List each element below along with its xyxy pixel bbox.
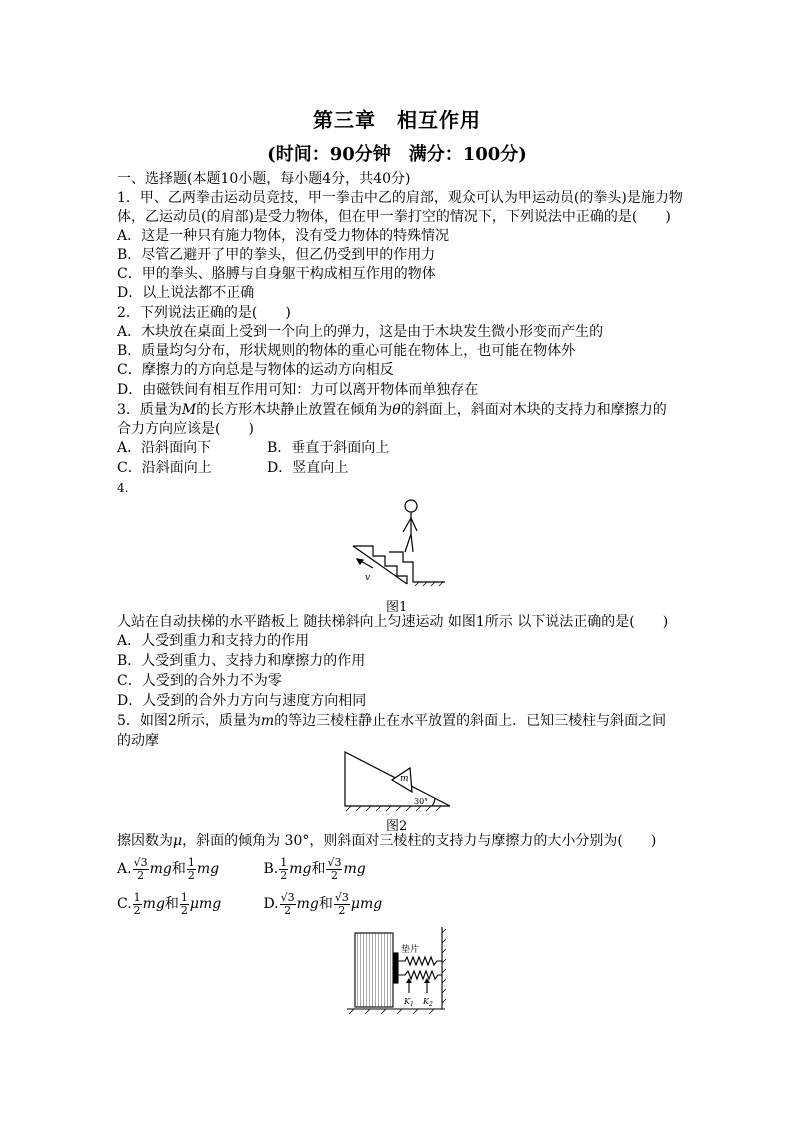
q5-stem-line2: 的动摩 <box>117 733 159 749</box>
figure-2-incline <box>340 748 455 814</box>
figure-3-k2-label: $K_2$ <box>423 997 433 1008</box>
q1-option-a: A．这是一种只有施力物体，没有受力物体的特殊情况 <box>117 228 450 244</box>
q2-option-b: B．质量均匀分布，形状规则的物体的重心可能在物体上，也可能在物体外 <box>117 343 576 359</box>
q4-number: 4. <box>117 481 129 495</box>
figure-2-caption: 图2 <box>386 819 408 834</box>
q3-option-d: D．竖直向上 <box>267 460 349 476</box>
q4-option-a: A．人受到重力和支持力的作用 <box>117 633 310 649</box>
q1-stem-line1: 1．甲、乙两拳击运动员竞技，甲一拳击中乙的肩部，观众可认为甲运动员(的拳头)是施力物 <box>117 190 683 206</box>
figure-1-caption: 图1 <box>386 600 408 615</box>
q2-option-c: C．摩擦力的方向总是与物体的运动方向相反 <box>117 362 394 378</box>
q3-option-c: C．沿斜面向上 <box>117 460 212 476</box>
q1-stem-line2: 体，乙运动员(的肩部)是受力物体，但在甲一拳打空的情况下，下列说法中正确的是( ) <box>117 209 671 225</box>
section-heading: 一、选择题(本题10小题，每小题4分，共40分) <box>117 171 411 187</box>
q5-options-row2 <box>117 890 382 918</box>
q4-option-d: D．人受到的合外力方向与速度方向相同 <box>117 693 367 709</box>
figure-2-mass-label: m <box>400 774 409 784</box>
q4-option-b: B．人受到重力、支持力和摩擦力的作用 <box>117 653 366 669</box>
figure-3-springs <box>345 925 450 1015</box>
chapter-title: 第三章 相互作用 <box>313 108 481 132</box>
q3-option-b: B．垂直于斜面向上 <box>267 440 390 456</box>
q2-option-a: A．木块放在桌面上受到一个向上的弹力，这是由于木块发生微小形变而产生的 <box>117 324 604 340</box>
q5-option-d: D. $\frac{√3}{2}$ mg和 $\frac{√3}{2}$ μmg <box>263 890 383 917</box>
q4-option-c: C．人受到的合外力不为零 <box>117 673 282 689</box>
q1-option-d: D．以上说法都不正确 <box>117 285 255 301</box>
figure-3-pad-label: 垫片 <box>401 945 420 955</box>
figure-1-escalator <box>345 494 450 594</box>
q3-options-row2 <box>117 459 348 478</box>
q5-option-c: C. $\frac{1}{2}$ mg和 $\frac{1}{2}$ μmg <box>117 890 222 917</box>
q3-options-row1 <box>117 439 389 458</box>
q5-stem-line3: 擦因数为μ，斜面的倾角为 30°，则斜面对三棱柱的支持力与摩擦力的大小分别为( ) <box>117 833 657 849</box>
q3-stem-line2: 合力方向应该是( ) <box>117 421 254 437</box>
q2-stem: 2．下列说法正确的是( ) <box>117 305 291 321</box>
q5-options-row1 <box>117 855 366 883</box>
q5-option-a: A. $\frac{√3}{2}$ mg和 $\frac{1}{2}$ mg <box>117 855 220 882</box>
q1-option-c: C．甲的拳头、胳膊与自身躯干构成相互作用的物体 <box>117 266 436 282</box>
exam-subtitle: (时间：90分钟 满分：100分) <box>267 144 527 165</box>
q3-option-a: A．沿斜面向下 <box>117 440 212 456</box>
q5-option-b: B. $\frac{1}{2}$ mg和 $\frac{√3}{2}$ mg <box>263 855 366 882</box>
q2-option-d: D．由磁铁间有相互作用可知：力可以离开物体而单独存在 <box>117 382 479 398</box>
figure-1-velocity-label: v <box>365 573 371 583</box>
q4-stem: 人站在自动扶梯的水平踏板上 随扶梯斜向上匀速运动 如图1所示 以下说法正确的是( ) <box>117 614 669 630</box>
figure-2-angle-label: 30° <box>414 797 429 806</box>
q3-stem-line1: 3．质量为M的长方形木块静止放置在倾角为θ的斜面上，斜面对木块的支持力和摩擦力的 <box>117 402 667 418</box>
q1-option-b: B．尽管乙避开了甲的拳头，但乙仍受到甲的作用力 <box>117 247 436 263</box>
q5-stem-line1: 5．如图2所示，质量为m的等边三棱柱静止在水平放置的斜面上．已知三棱柱与斜面之间 <box>117 713 667 729</box>
figure-3-k1-label: $K_1$ <box>404 997 414 1008</box>
